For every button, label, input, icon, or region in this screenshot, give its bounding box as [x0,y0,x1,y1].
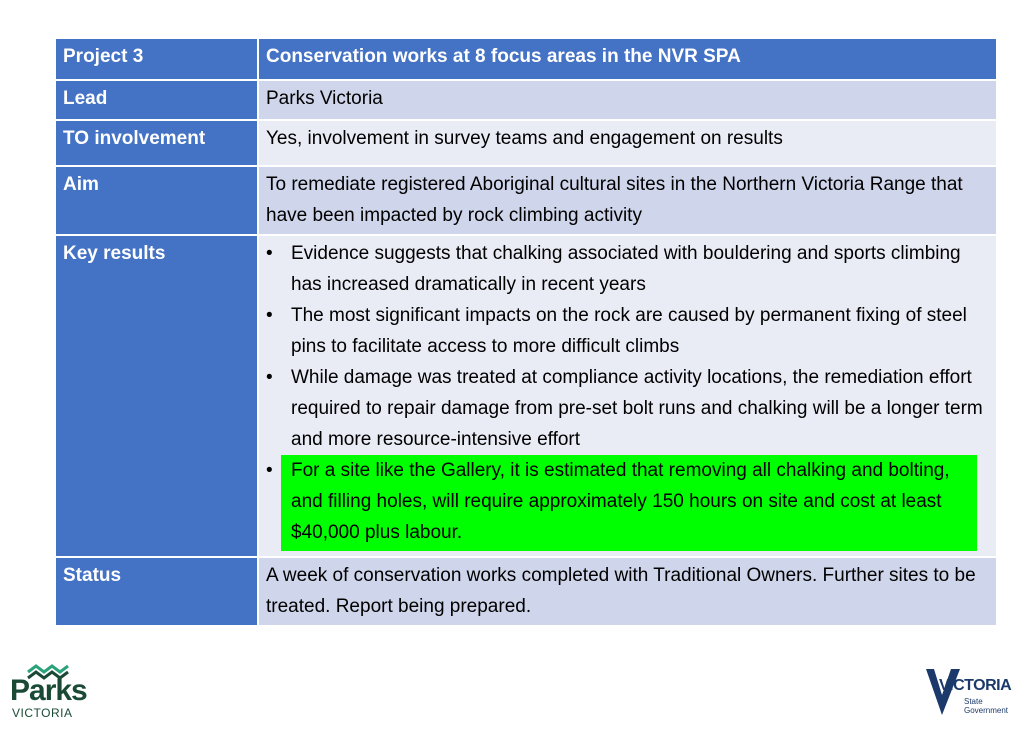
list-item-text: Evidence suggests that chalking associated with bouldering and sports climbing has increased dramatically in recent years [291,243,961,295]
bullet-glyph: • [266,305,273,326]
victoria-logo-sub-government: Government [964,706,1009,715]
key-results-list [266,238,989,551]
highlighted-text: For a site like the Gallery, it is estimated that removing all chalking and bolting, and filling holes, will require approximately 150 hours on site and cost at least $40,000 plus labour. [281,455,977,551]
status-label: Status [55,557,258,626]
list-item [266,300,989,362]
parks-logo-sub: VICTORIA [12,706,73,720]
aim-label: Aim [55,166,258,235]
list-item-text: While damage was treated at compliance activity locations, the remediation effort required to repair damage from pre-set bolt runs and chalking will be a longer term and more resource-intensive effort [291,367,983,450]
bullet-glyph: • [266,243,273,264]
row-aim [55,166,997,235]
row-key-results [55,235,997,557]
project-title: Conservation works at 8 focus areas in the NVR SPA [258,38,997,80]
to-involvement-value: Yes, involvement in survey teams and engagement on results [258,120,997,166]
status-value: A week of conservation works completed with Traditional Owners. Further sites to be treated. Report being prepared. [258,557,997,626]
victoria-logo-word: VICTORIA [939,677,1012,694]
key-results-value [258,235,997,557]
list-item-text: The most significant impacts on the rock are caused by permanent fixing of steel pins to facilitate access to more difficult climbs [291,305,967,357]
bullet-glyph: • [266,367,273,388]
list-item [266,238,989,300]
to-involvement-label: TO involvement [55,120,258,166]
row-to-involvement [55,120,997,166]
row-project [55,38,997,80]
project-table [54,37,998,627]
lead-value: Parks Victoria [258,80,997,120]
row-status [55,557,997,626]
list-item [266,362,989,455]
victoria-state-government-logo [924,665,1016,717]
aim-value: To remediate registered Aboriginal cultural sites in the Northern Victoria Range that have been impacted by rock climbing activity [258,166,997,235]
parks-logo-word: Parks [10,674,87,707]
bullet-glyph: • [266,460,273,481]
row-lead [55,80,997,120]
project-label: Project 3 [55,38,258,80]
list-item-highlighted [266,455,989,551]
key-results-label: Key results [55,235,258,557]
victoria-logo-sub-state: State [964,697,983,706]
lead-label: Lead [55,80,258,120]
parks-victoria-logo [10,664,92,720]
